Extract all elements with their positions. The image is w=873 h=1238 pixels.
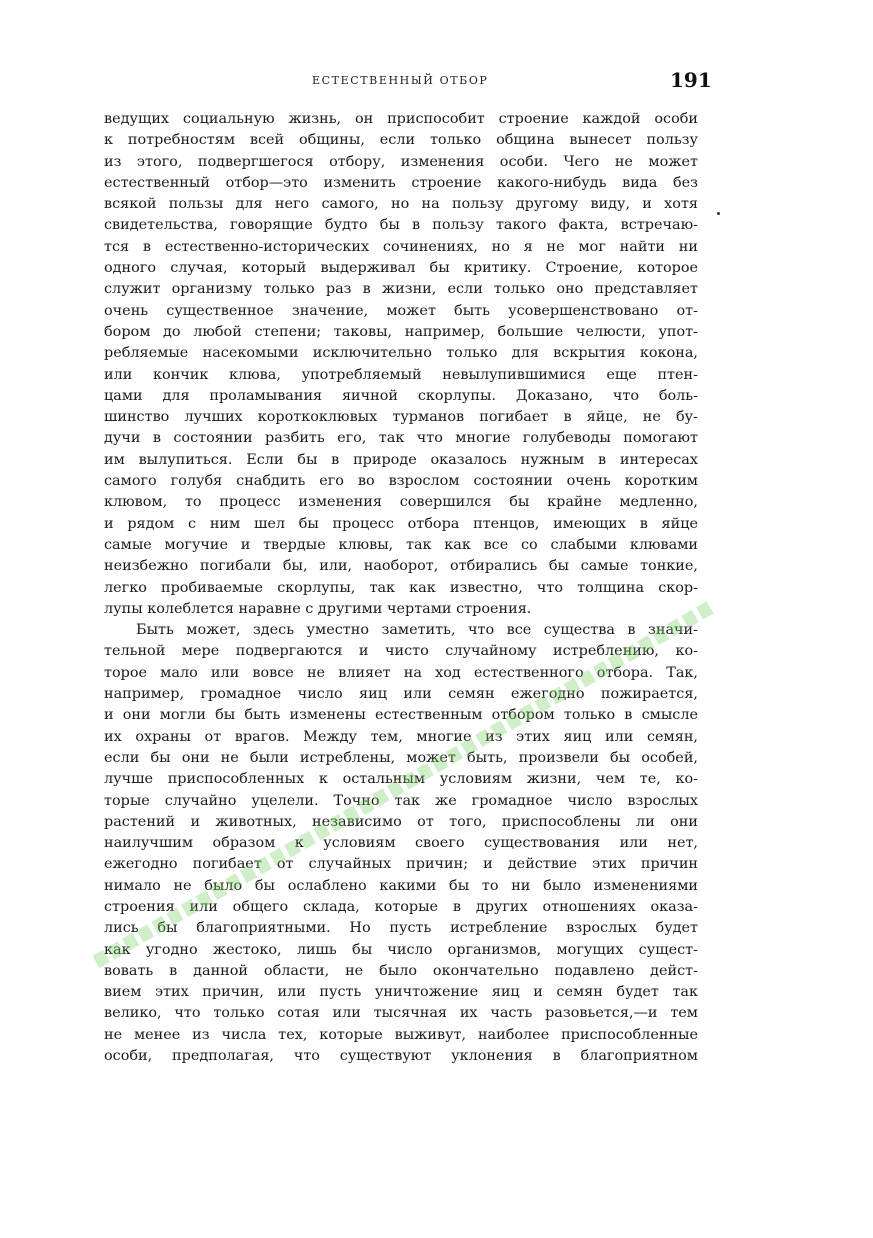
text-line: и рядом с ним шел бы процесс отбора птенцов, имеющих в яйце: [104, 515, 698, 532]
text-line: особи, предполагая, что существуют уклонения в благоприятном: [104, 1048, 698, 1065]
watermark-dash: [313, 822, 330, 840]
watermark-dash: [519, 703, 536, 721]
watermark-dash: [667, 618, 684, 636]
watermark-dash: [696, 601, 713, 619]
text-line: ведущих социальную жизнь, он приспособит строение каждой особи: [104, 111, 698, 127]
text-line: торые случайно уцелели. Точно так же громадное число взрослых: [104, 792, 698, 809]
watermark-dash: [461, 737, 478, 755]
watermark-dash: [416, 763, 433, 781]
watermark-dash: [446, 746, 463, 764]
text-line: или кончик клюва, употребляемый невылупившимися еще птен-: [104, 366, 698, 383]
watermark-dash: [534, 695, 551, 713]
text-line: служит организму только раз в жизни, если только оно представляет: [104, 281, 698, 298]
text-line: всякой пользы для него самого, но на пользу другому виду, и хотя: [104, 196, 698, 213]
text-line: им вылупиться. Если бы в природе оказалось нужным в интересах: [104, 451, 698, 468]
text-line: не менее из числа тех, которые выживут, наиболее приспособленные: [104, 1026, 698, 1043]
watermark-dash: [122, 933, 139, 951]
watermark-dash: [593, 661, 610, 679]
text-line: клювом, то процесс изменения совершился бы крайне медленно,: [104, 494, 698, 511]
text-line: легко пробиваемые скорлупы, так как известно, что толщина скор-: [104, 579, 698, 596]
text-line: дучи в состоянии разбить его, так что многие голубеводы помогают: [104, 430, 698, 447]
watermark-dash: [225, 873, 242, 891]
text-line: лучше приспособленных к остальным условиям жизни, чем те, ко-: [104, 771, 698, 788]
running-title: ЕСТЕСТВЕННЫЙ ОТБОР: [312, 74, 489, 87]
text-line: как угодно жестоко, лишь бы число организмов, могущих сущест-: [104, 941, 698, 958]
text-line: самого голубя снабдить его во взрослом состоянии очень коротким: [104, 473, 698, 490]
text-line: нимало не было бы ослаблено какими бы то ни было изменениями: [104, 877, 698, 894]
watermark-dash: [299, 831, 316, 849]
text-line: свидетельства, говорящие будто бы в пользу такого факта, встречаю-: [104, 217, 698, 234]
text-line: Быть может, здесь уместно заметить, что все существа в значи-: [136, 622, 698, 639]
watermark-dash: [240, 865, 257, 883]
text-line: если бы они не были истреблены, может быть, произвели бы особей,: [104, 749, 698, 766]
watermark-dash: [196, 890, 213, 908]
stray-ink-mark: [717, 212, 720, 215]
watermark-dash: [578, 669, 595, 687]
watermark-dash: [387, 780, 404, 798]
watermark-dash: [137, 924, 154, 942]
watermark-dash: [210, 882, 227, 900]
text-line: к потребностям всей общины, если только община вынесет пользу: [104, 132, 698, 149]
watermark-dash: [269, 848, 286, 866]
text-line: бором до любой степени; таковы, например, большие челюсти, упот-: [104, 323, 698, 340]
watermark-dash: [284, 839, 301, 857]
watermark-dash: [166, 907, 183, 925]
watermark-dash: [181, 899, 198, 917]
watermark-dash: [358, 797, 375, 815]
text-line: вием этих причин, или пусть уничтожение яиц и семян будет так: [104, 984, 698, 1001]
text-line: шинство лучших короткоклювых турманов погибает в яйце, не бу-: [104, 409, 698, 426]
text-line: из этого, подвергшегося отбору, изменения особи. Чего не может: [104, 153, 698, 170]
paragraph-1: [104, 109, 698, 620]
text-line: растений и животных, независимо от того, приспособлены ли они: [104, 813, 698, 830]
text-line: их охраны от врагов. Между тем, многие из этих яиц или семян,: [104, 728, 698, 745]
text-line: наилучшим образом к условиям своего существования или нет,: [104, 835, 698, 852]
text-line: ежегодно погибает от случайных причин; и действие этих причин: [104, 856, 698, 873]
text-line: лись бы благоприятными. Но пусть истребление взрослых будет: [104, 920, 698, 937]
text-line: очень существенное значение, может быть усовершенствовано от-: [104, 302, 698, 319]
watermark-dash: [490, 720, 507, 738]
text-line: тельной мере подвергаются и чисто случайному истреблению, ко-: [104, 643, 698, 660]
text-line: велико, что только сотая или тысячная их часть разовьется,—и тем: [104, 1005, 698, 1022]
watermark-dash: [151, 916, 168, 934]
text-line: строения или общего склада, которые в других отношениях оказа-: [104, 898, 698, 915]
watermark-dash: [93, 950, 110, 968]
page-number: 191: [670, 68, 712, 92]
text-line: например, громадное число яиц или семян ежегодно пожирается,: [104, 686, 698, 703]
text-line: ребляемые насекомыми исключительно только для вскрытия кокона,: [104, 345, 698, 362]
text-line: торое мало или вовсе не влияет на ход естественного отбора. Так,: [104, 664, 698, 681]
watermark-dash: [372, 788, 389, 806]
watermark-dash: [343, 805, 360, 823]
watermark-dash: [637, 635, 654, 653]
watermark-dash: [107, 941, 124, 959]
watermark-dash: [431, 754, 448, 772]
watermark-dash: [564, 678, 581, 696]
text-line: цами для проламывания яичной скорлупы. Доказано, что боль-: [104, 387, 698, 404]
watermark-dash: [505, 712, 522, 730]
text-line: неизбежно погибали бы, или, наоборот, отбирались бы самые тонкие,: [104, 558, 698, 575]
watermark-dash: [254, 856, 271, 874]
text-line: и они могли бы быть изменены естественным отбором только в смысле: [104, 707, 698, 724]
watermark-dash: [623, 644, 640, 662]
text-line: самые могучие и твердые клювы, так как все со слабыми клювами: [104, 536, 698, 553]
watermark-dash: [475, 729, 492, 747]
text-line: одного случая, который выдерживал бы критику. Строение, которое: [104, 260, 698, 277]
watermark-dash: [681, 610, 698, 628]
watermark-dash: [328, 814, 345, 832]
watermark-dash: [402, 771, 419, 789]
text-line: вовать в данной области, не было окончательно подавлено дейст-: [104, 962, 698, 979]
watermark-dash: [608, 652, 625, 670]
watermark-dash: [549, 686, 566, 704]
text-line: лупы колеблется наравне с другими чертами строения.: [104, 600, 532, 617]
watermark-dash: [652, 627, 669, 645]
text-line: тся в естественно-исторических сочинениях, но я не мог найти ни: [104, 238, 698, 255]
text-line: естественный отбор—это изменить строение какого-нибудь вида без: [104, 174, 698, 191]
